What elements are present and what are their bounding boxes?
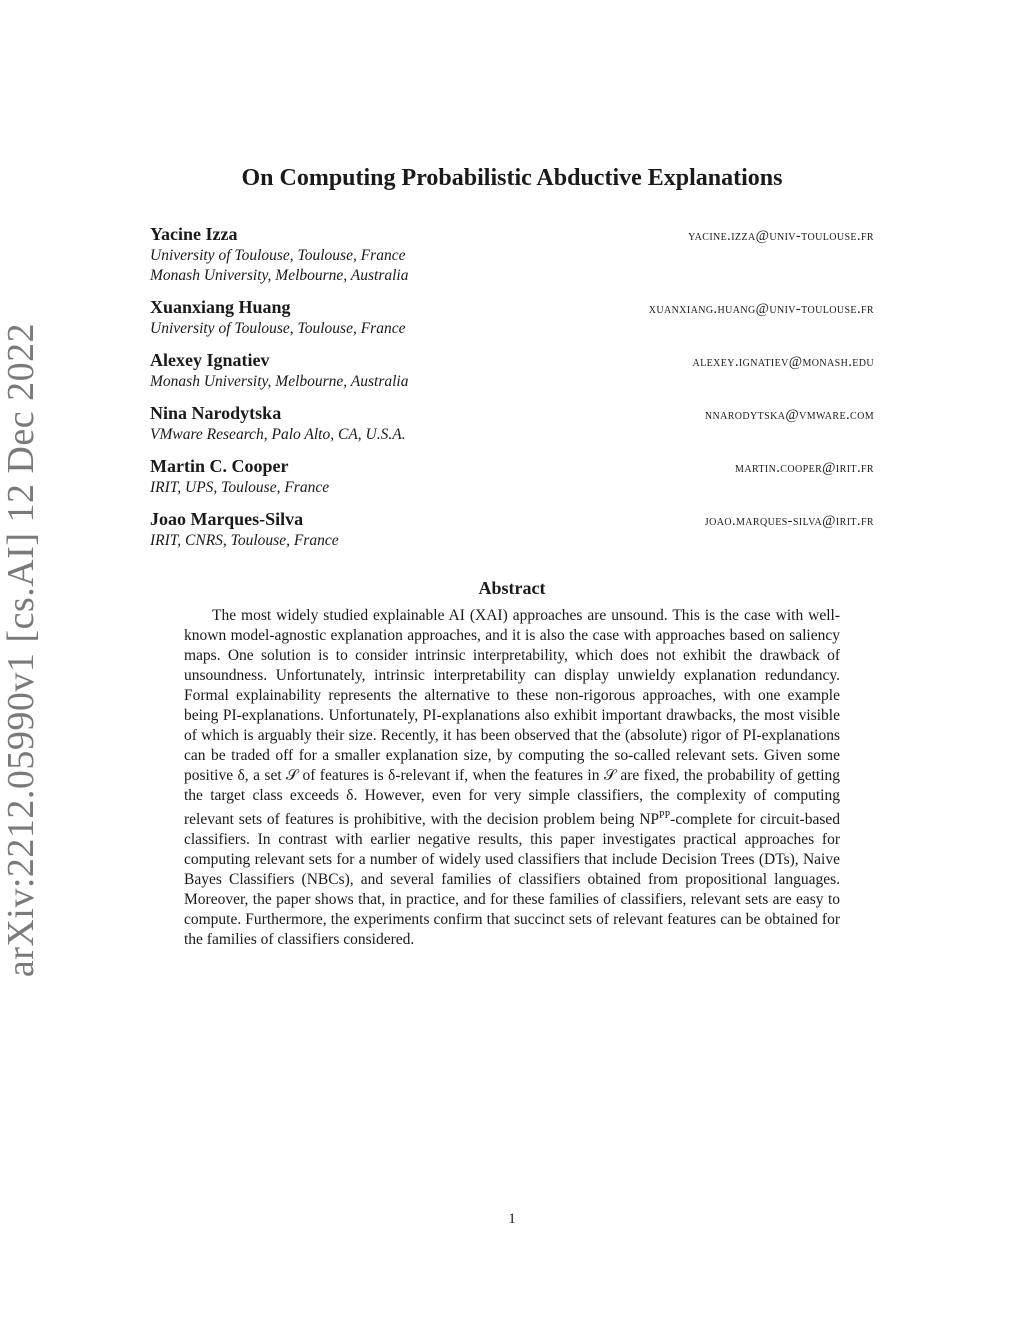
author-name: Yacine Izza	[150, 224, 238, 244]
author-name: Nina Narodytska	[150, 403, 282, 423]
page-number: 1	[508, 1211, 516, 1227]
author-name: Martin C. Cooper	[150, 456, 289, 476]
author-email[interactable]: alexey.ignatiev@monash.edu	[692, 354, 874, 370]
author-affiliation: IRIT, UPS, Toulouse, France	[150, 479, 330, 496]
author-affiliation: Monash University, Melbourne, Australia	[150, 267, 409, 284]
author-block	[150, 222, 874, 286]
author-email[interactable]: martin.cooper@irit.fr	[735, 460, 874, 476]
author-name: Xuanxiang Huang	[150, 297, 291, 317]
author-block	[150, 401, 874, 445]
author-affiliation: VMware Research, Palo Alto, CA, U.S.A.	[150, 426, 406, 443]
abstract-text-part1: The most widely studied explainable AI (XAI) approaches are unsound. This is the case with well-known model-agnostic explanation approaches, and it is also the case with approaches based on saliency maps. One solution is to consider intrinsic interpretability, which does not exhibit the drawback of unsoundness. Unfortunately, intrinsic interpretability can display unwieldy explanation redundancy. Formal explainability represents the alternative to these non-rigorous approaches, with one example being PI-explanations. Unfortunately, PI-explanations also exhibit important drawbacks, the most visible of which is arguably their size. Recently, it has been observed that the (absolute) rigor of PI-explanations can be traded off for a smaller explanation size, by computing the so-called relevant sets. Given some positive δ, a set 𝒮 of features is δ-relevant if, when the features in 𝒮 are fixed, the probability of getting the target class exceeds δ. However, even for very simple classifiers, the complexity of computing relevant sets of features is prohibitive, with the decision problem being NP	[184, 607, 840, 829]
author-affiliation: University of Toulouse, Toulouse, France	[150, 320, 406, 337]
paper-title: On Computing Probabilistic Abductive Explanations	[241, 165, 783, 191]
author-list	[150, 222, 874, 560]
abstract-text	[184, 606, 840, 950]
author-email[interactable]: joao.marques-silva@irit.fr	[704, 513, 874, 529]
author-email[interactable]: yacine.izza@univ-toulouse.fr	[688, 228, 874, 244]
author-affiliation: Monash University, Melbourne, Australia	[150, 373, 409, 390]
author-affiliation: IRIT, CNRS, Toulouse, France	[150, 532, 339, 549]
abstract-text-part2: -complete for circuit-based classifiers. In contrast with earlier negative results, this paper investigates practical approaches for computing relevant sets for a number of widely used classifiers that include Decision Trees (DTs), Naive Bayes Classifiers (NBCs), and several families of classifiers obtained from propositional languages. Moreover, the paper shows that, in practice, and for these families of classifiers, relevant sets are easy to compute. Furthermore, the experiments confirm that succinct sets of relevant features can be obtained for the families of classifiers considered.	[184, 811, 840, 949]
author-email[interactable]: xuanxiang.huang@univ-toulouse.fr	[648, 301, 874, 317]
author-affiliation: University of Toulouse, Toulouse, France	[150, 247, 406, 264]
author-block	[150, 295, 874, 339]
author-block	[150, 454, 874, 498]
author-name: Alexey Ignatiev	[150, 350, 270, 370]
author-email[interactable]: nnarodytska@vmware.com	[704, 407, 874, 423]
abstract-heading: Abstract	[478, 578, 546, 598]
author-block	[150, 348, 874, 392]
complexity-superscript: PP	[659, 810, 671, 821]
arxiv-stamp: arXiv:2212.05990v1 [cs.AI] 12 Dec 2022	[0, 322, 42, 978]
author-name: Joao Marques-Silva	[150, 509, 304, 529]
author-block	[150, 507, 874, 551]
